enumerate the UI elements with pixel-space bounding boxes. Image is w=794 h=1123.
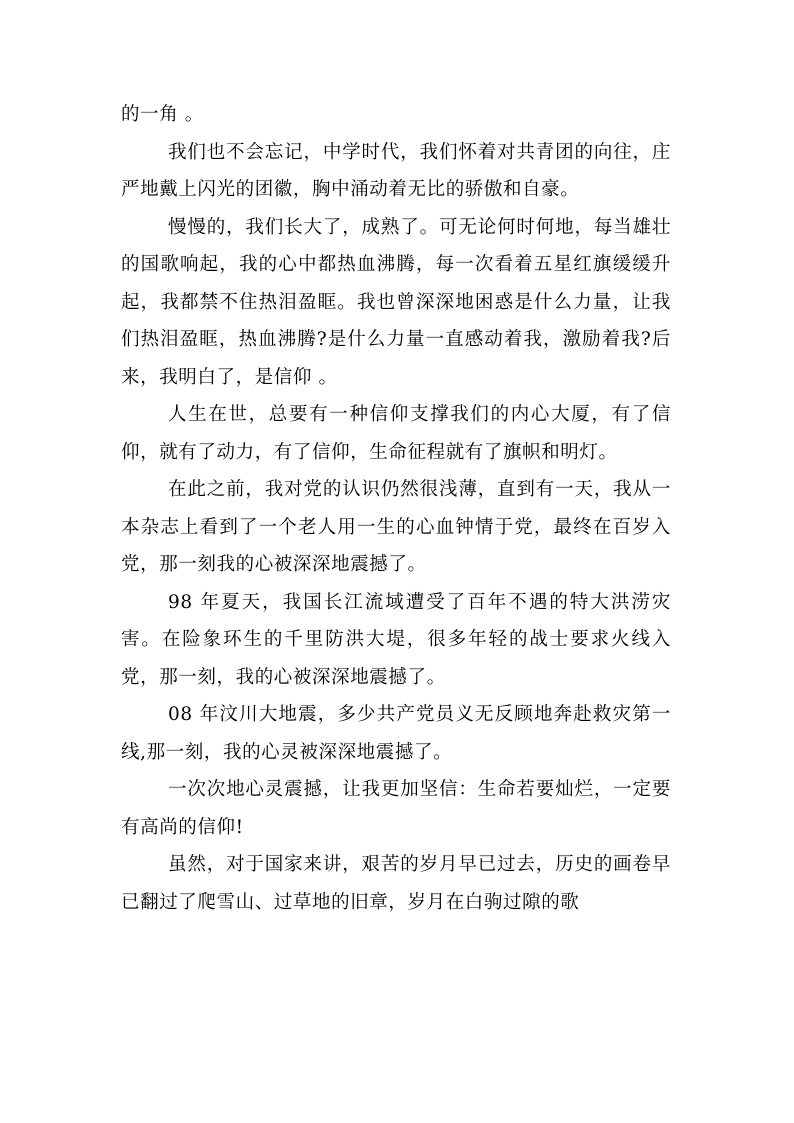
paragraph-belief: 人生在世，总要有一种信仰支撑我们的内心大厦，有了信仰，就有了动力，有了信仰，生命征程就有了旗帜和明灯。 (121, 404, 671, 463)
paragraph-flood-1998: 98 年夏天，我国长江流域遭受了百年不遇的特大洪涝灾害。在险象环生的千里防洪大堤，很多年轻的战士要求火线入党，那一刻，我的心被深深地震撼了。 (121, 591, 671, 688)
paragraph-earthquake-2008: 08 年汶川大地震，多少共产党员义无反顾地奔赴救灾第一线,那一刻，我的心灵被深深地震撼了。 (121, 704, 671, 763)
paragraph-history: 虽然，对于国家来讲，艰苦的岁月早已过去，历史的画卷早已翻过了爬雪山、过草地的旧章，岁月在白驹过隙的歌 (121, 854, 671, 913)
paragraph-growing-up: 慢慢的，我们长大了，成熟了。可无论何时何地，每当雄壮的国歌响起，我的心中都热血沸腾，每一次看着五星红旗缓缓升起，我都禁不住热泪盈眶。我也曾深深地困惑是什么力量，让我们热泪盈眶，热血沸腾?是什么力量一直感动着我，激励着我?后来，我明白了，是信仰 。 (121, 216, 671, 388)
paragraph-continuation: 的一角 。 (121, 104, 204, 125)
paragraph-conviction: 一次次地心灵震撼，让我更加坚信：生命若要灿烂，一定要有高尚的信仰! (121, 779, 671, 838)
document-body (121, 96, 671, 921)
paragraph-youth-league: 我们也不会忘记，中学时代，我们怀着对共青团的向往，庄严地戴上闪光的团徽，胸中涌动着无比的骄傲和自豪。 (121, 141, 671, 200)
paragraph-centenarian: 在此之前，我对党的认识仍然很浅薄，直到有一天，我从一本杂志上看到了一个老人用一生的心血钟情于党，最终在百岁入党，那一刻我的心被深深地震撼了。 (121, 479, 671, 575)
